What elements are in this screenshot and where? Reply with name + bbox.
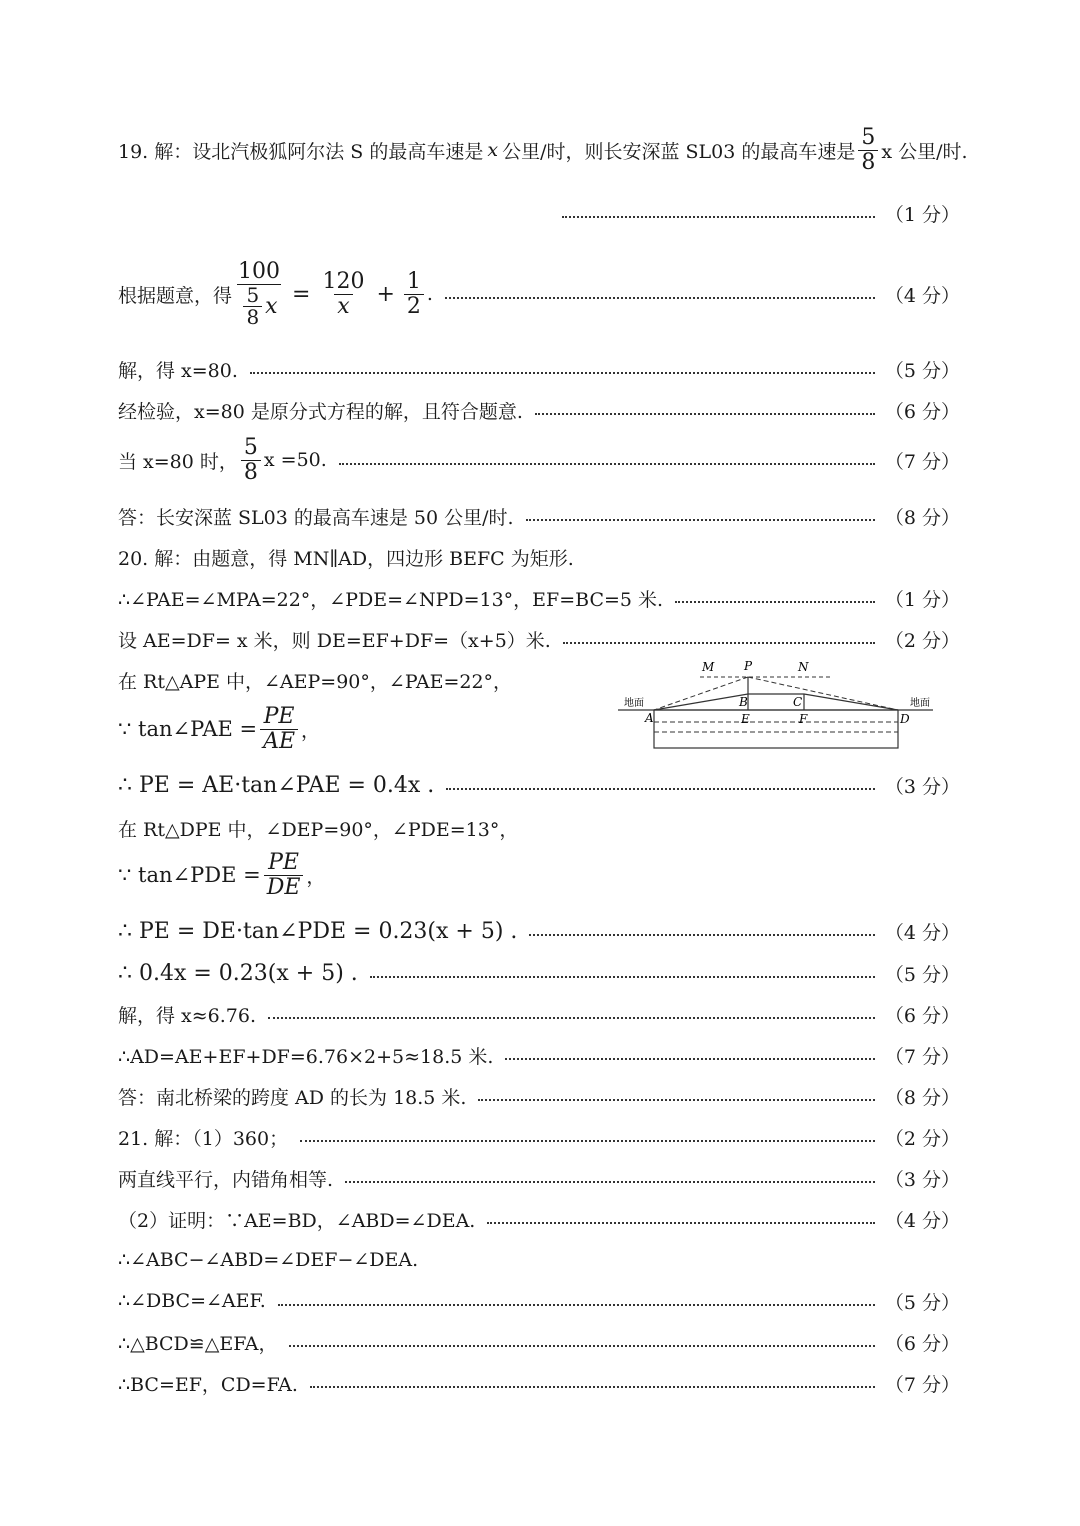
score-label: （4 分） <box>884 1209 960 1232</box>
text-line: 在 Rt△APE 中，∠AEP=90°，∠PAE=22°， <box>118 670 513 693</box>
score-label: （8 分） <box>884 506 960 529</box>
text-line: ∴△BCD≌△EFA， <box>118 1332 278 1355</box>
leader-dots <box>563 642 875 644</box>
leader-dots <box>487 1222 875 1224</box>
fraction-five-eighths: $\frac{5}{8}$ <box>241 436 261 483</box>
q19-score-line-1 <box>550 200 960 226</box>
score-label: （6 分） <box>884 400 960 423</box>
leader-dots <box>268 1017 875 1019</box>
label-ground-right: 地面 <box>910 698 930 709</box>
q21-line-6 <box>118 1329 960 1355</box>
fraction-120-over-x: $\frac{120}{x}$ <box>322 269 365 319</box>
label-ground-left: 地面 <box>624 698 644 709</box>
river-channel <box>654 710 898 748</box>
plus-sign: + <box>376 281 395 307</box>
q19-line-check <box>118 397 960 423</box>
text-line: ∴BC=EF，CD=FA. <box>118 1373 298 1396</box>
fraction-pe-over-de: $\frac{PE}{DE}$ <box>264 851 304 898</box>
equation-intro: 根据题意，得 <box>118 284 233 307</box>
segment-pa <box>654 677 748 710</box>
nested-fraction: $\frac{5}{8}$ <box>243 285 262 328</box>
q20-intro <box>118 544 960 570</box>
q20-line-ad <box>118 1042 960 1068</box>
text-line: ∴AD=AE+EF+DF=6.76×2+5≈18.5 米. <box>118 1045 494 1068</box>
leader-dots <box>526 519 875 521</box>
fraction-pe-over-ae: $\frac{PE}{AE}$ <box>260 705 298 752</box>
q19-answer <box>118 503 960 529</box>
q19-line-1 <box>118 122 968 178</box>
label-a: A <box>645 711 654 725</box>
text-line: x =50. <box>263 449 327 471</box>
text-line: 设 AE=DF= x 米，则 DE=EF+DF=（x+5）米. <box>118 629 551 652</box>
q20-line-rt-dpe <box>118 815 960 841</box>
score-label: （7 分） <box>884 450 960 473</box>
q20-line-solve <box>118 1001 960 1027</box>
label-n: N <box>798 660 809 674</box>
text-line: ∴∠ABC−∠ABD=∠DEF−∠DEA. <box>118 1249 419 1271</box>
text-line: ∵ tan∠PDE = <box>118 863 261 887</box>
text-line: 两直线平行，内错角相等. <box>118 1168 334 1191</box>
q21-line-3 <box>118 1206 960 1232</box>
leader-dots <box>278 1304 875 1306</box>
q19-line-when <box>118 432 960 488</box>
leader-dots <box>339 463 875 465</box>
var-x: x <box>487 139 499 161</box>
equation-period: . <box>426 283 433 305</box>
leader-dots <box>529 934 874 936</box>
leader-dots <box>446 788 875 790</box>
score-label: （2 分） <box>884 629 960 652</box>
label-d: D <box>900 712 910 726</box>
text-line: ∴ 0.4x = 0.23(x + 5) . <box>118 960 358 986</box>
score-label: （6 分） <box>884 1004 960 1027</box>
leader-dots <box>289 1345 874 1347</box>
leader-dots <box>562 216 875 218</box>
equals-sign: = <box>292 281 311 307</box>
text-line: ∴ PE = AE·tan∠PAE = 0.4x . <box>118 772 435 798</box>
label-c: C <box>793 695 803 709</box>
text-line: 21. 解：（1）360； <box>118 1127 289 1150</box>
leader-dots <box>345 1181 875 1183</box>
text-line: 解，得 x=80. <box>118 359 238 382</box>
q19-intro-mid: 公里/时，则长安深蓝 SL03 的最高车速是 <box>502 140 856 163</box>
score-label: （7 分） <box>884 1373 960 1396</box>
text-line: 答：长安深蓝 SL03 的最高车速是 50 公里/时. <box>118 506 514 529</box>
q19-intro-end: x 公里/时. <box>881 140 968 163</box>
score-label: （1 分） <box>884 588 960 611</box>
text-line: 在 Rt△DPE 中，∠DEP=90°，∠PDE=13°， <box>118 818 519 841</box>
text-line: ∵ tan∠PAE = <box>118 717 258 741</box>
text-line: 答：南北桥梁的跨度 AD 的长为 18.5 米. <box>118 1086 467 1109</box>
fraction-one-half: $\frac{1}{2}$ <box>404 270 424 317</box>
score-label: （3 分） <box>884 1168 960 1191</box>
leader-dots <box>370 976 875 978</box>
q19-intro: 19. 解：设北汽极狐阿尔法 S 的最高车速是 <box>118 140 484 163</box>
text-line: ， <box>301 719 321 742</box>
label-f: F <box>799 712 808 726</box>
q20-line-rt-ape <box>118 667 600 693</box>
label-b: B <box>739 695 748 709</box>
leader-dots <box>445 297 875 299</box>
q21-line-1 <box>118 1124 960 1150</box>
score-label: （4 分） <box>884 921 960 944</box>
text-line: 解，得 x≈6.76. <box>118 1004 257 1027</box>
q21-line-7 <box>118 1370 960 1396</box>
q20-line-pe-ae <box>118 770 960 800</box>
q20-line-tan-pde <box>118 846 960 904</box>
score-label: （5 分） <box>884 963 960 986</box>
q20-line-set <box>118 626 960 652</box>
score-label: （5 分） <box>884 359 960 382</box>
score-label: （1 分） <box>884 203 960 226</box>
leader-dots <box>300 1140 875 1142</box>
text-line: ， <box>306 865 326 888</box>
q21-line-4 <box>118 1247 960 1273</box>
score-label: （3 分） <box>884 775 960 798</box>
text-line: （2）证明：∵AE=BD，∠ABD=∠DEA. <box>118 1209 476 1232</box>
score-label: （2 分） <box>884 1127 960 1150</box>
label-e: E <box>741 712 750 726</box>
text-line: 经检验，x=80 是原分式方程的解，且符合题意. <box>118 400 523 423</box>
q21-line-2 <box>118 1165 960 1191</box>
label-p: P <box>744 659 753 673</box>
text-line: 20. 解：由题意，得 MN∥AD，四边形 BEFC 为矩形. <box>118 547 574 570</box>
score-label: （6 分） <box>884 1332 960 1355</box>
leader-dots <box>250 372 875 374</box>
leader-dots <box>675 601 875 603</box>
text-line: ∴∠PAE=∠MPA=22°，∠PDE=∠NPD=13°，EF=BC=5 米. <box>118 588 664 611</box>
q19-line-solve <box>118 356 960 382</box>
score-label: （5 分） <box>884 1291 960 1314</box>
bridge-diagram <box>618 656 938 756</box>
text-line: 当 x=80 时， <box>118 450 238 473</box>
text-line: ∴∠DBC=∠AEF. <box>118 1290 266 1312</box>
q20-answer <box>118 1083 960 1109</box>
fraction-100-over: 100 $\frac{5}{8}$ x <box>238 259 281 329</box>
leader-dots <box>478 1099 874 1101</box>
score-label: （4 分） <box>884 284 960 307</box>
leader-dots <box>505 1058 874 1060</box>
score-label: （7 分） <box>884 1045 960 1068</box>
label-m: M <box>702 660 715 674</box>
fraction-five-eighths: $\frac{5}{8}$ <box>858 126 878 173</box>
q20-line-equation <box>118 958 960 988</box>
q20-line-pe-de <box>118 916 960 946</box>
text-line: ∴ PE = DE·tan∠PDE = 0.23(x + 5) . <box>118 918 518 944</box>
q20-line-tan-pae <box>118 700 600 758</box>
leader-dots <box>535 413 875 415</box>
q20-line-angles <box>118 585 960 611</box>
leader-dots <box>310 1386 875 1388</box>
q19-equation-line <box>118 248 960 340</box>
q21-line-5 <box>118 1288 960 1314</box>
score-label: （8 分） <box>884 1086 960 1109</box>
